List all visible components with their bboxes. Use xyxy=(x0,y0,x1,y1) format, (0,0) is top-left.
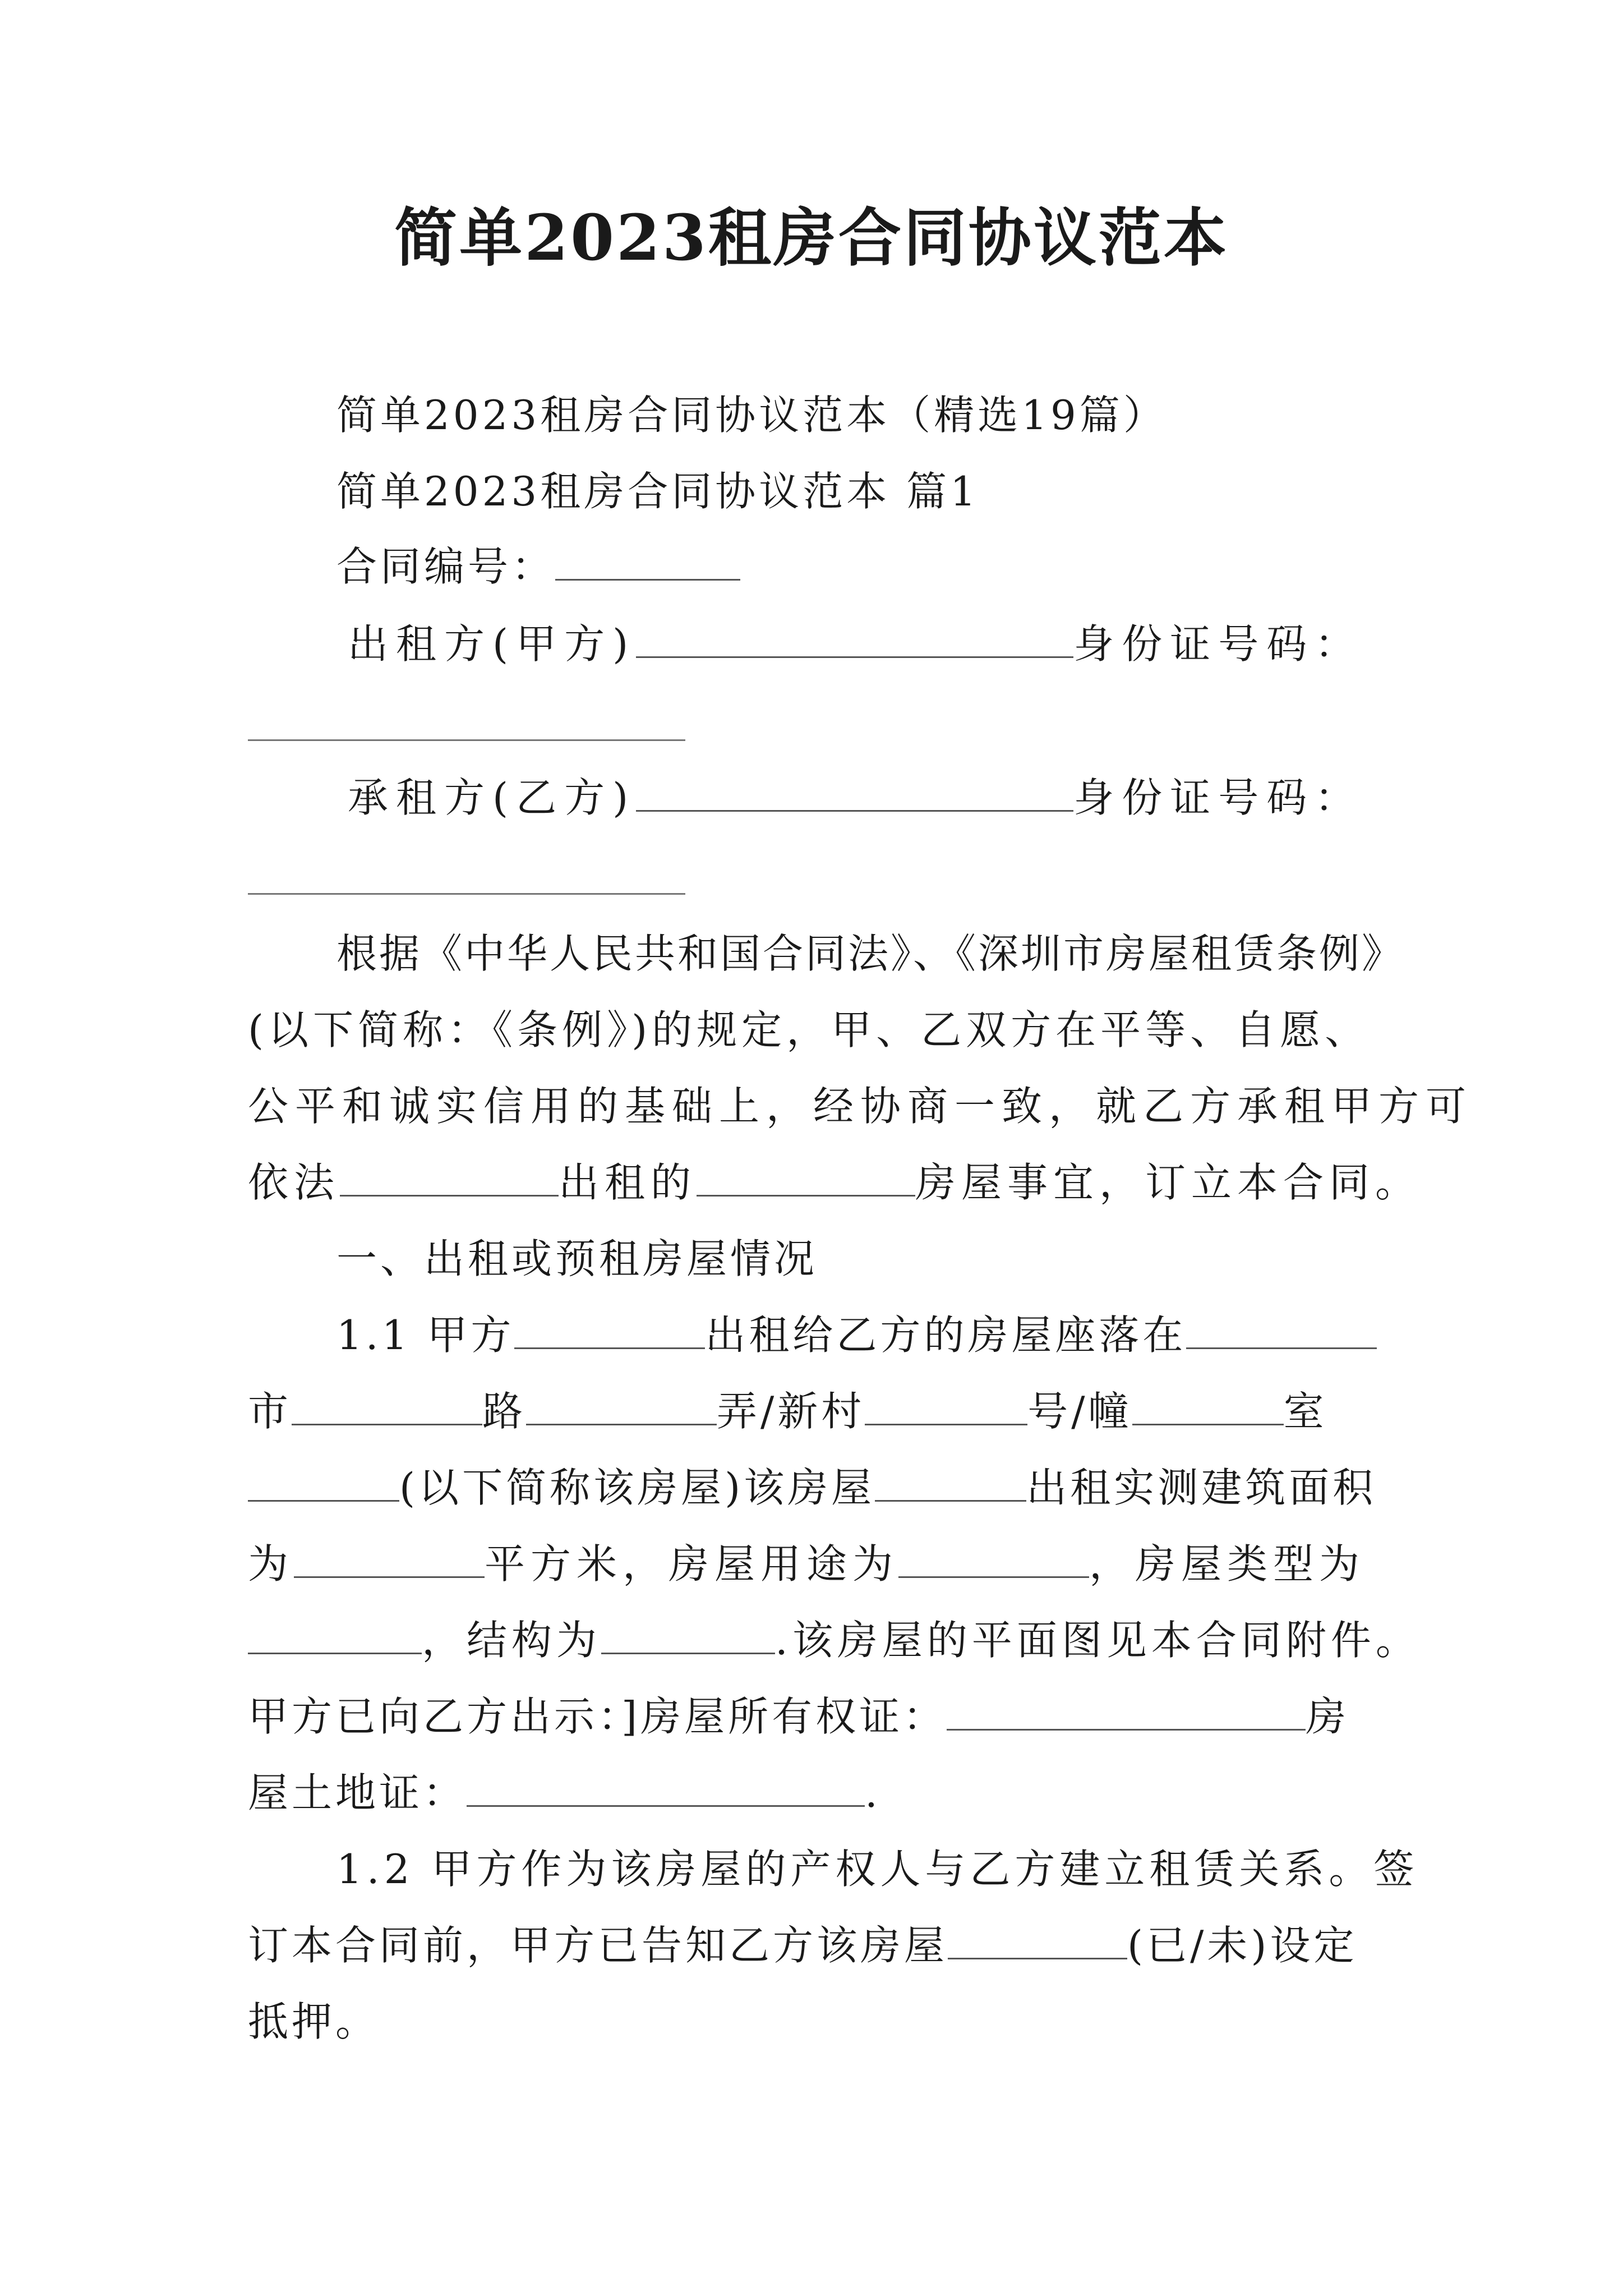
clause-1-1-line-1 xyxy=(336,1307,1377,1363)
intro-blank-1 xyxy=(340,1158,559,1197)
clause-1-1-road: 路 xyxy=(482,1388,527,1435)
clause-1-1-l3-b: 出租实测建筑面积 xyxy=(1026,1464,1377,1511)
clause-1-1-line-6 xyxy=(248,1688,1349,1745)
intro-line-2: (以下简称：《条例》)的规定，甲、乙双方在平等、自愿、 xyxy=(248,1006,1370,1053)
clause-1-1-city: 市 xyxy=(248,1388,292,1435)
clause-1-2-line-2 xyxy=(248,1917,1357,1973)
road-blank xyxy=(526,1387,717,1425)
intro-line-4 xyxy=(248,1154,1421,1211)
lessor-id-label: 身份证号码： xyxy=(1073,620,1363,668)
clause-1-1-l7-a: 屋土地证： xyxy=(248,1769,467,1816)
lessee-blank xyxy=(636,773,1073,812)
clause-1-1-l4-c: ，房屋类型为 xyxy=(1089,1540,1366,1588)
clause-1-1-line-2 xyxy=(248,1383,1327,1439)
contract-number-blank xyxy=(555,542,740,581)
clause-1-1-a: 1.1 甲方 xyxy=(336,1312,515,1359)
clause-1-2-l2-b: (已/未)设定 xyxy=(1127,1922,1358,1969)
clause-1-1-line-5 xyxy=(248,1612,1421,1668)
mortgage-blank xyxy=(948,1921,1127,1959)
lessor-blank xyxy=(636,619,1073,658)
area-blank xyxy=(294,1539,485,1578)
city-blank xyxy=(292,1387,482,1425)
clause-1-1-lane: 弄/新村 xyxy=(717,1388,865,1435)
clause-1-1-blank-2 xyxy=(1186,1310,1377,1349)
clause-1-1-l5-b: .该房屋的平面图见本合同附件。 xyxy=(775,1617,1421,1664)
intro-blank-2 xyxy=(697,1158,915,1197)
land-cert-blank xyxy=(467,1768,865,1807)
clause-1-2-line-3: 抵押。 xyxy=(248,1998,380,2045)
clause-1-1-no: 号/幢 xyxy=(1027,1388,1132,1435)
lease-status-blank xyxy=(875,1463,1026,1502)
clause-1-2-line-1: 1.2 甲方作为该房屋的产权人与乙方建立租赁关系。签 xyxy=(336,1846,1419,1893)
lessor-id-blank xyxy=(248,739,685,741)
chapter-1-heading: 一、出租或预租房屋情况 xyxy=(336,1235,818,1282)
lane-blank xyxy=(865,1387,1027,1425)
section-heading: 简单2023租房合同协议范本 篇1 xyxy=(336,468,979,515)
clause-1-1-room: 室 xyxy=(1283,1388,1327,1435)
lessee-id-label: 身份证号码： xyxy=(1073,774,1363,821)
ownership-cert-blank xyxy=(947,1692,1306,1731)
subtitle: 简单2023租房合同协议范本（精选19篇） xyxy=(336,392,1167,439)
clause-1-1-l4-b: 平方米，房屋用途为 xyxy=(485,1540,899,1588)
usage-blank xyxy=(898,1539,1089,1578)
clause-1-1-l3-a: (以下简称该房屋)该房屋 xyxy=(399,1464,875,1511)
document-title: 简单2023租房合同协议范本 xyxy=(394,201,1229,275)
clause-1-1-line-7 xyxy=(248,1765,881,1821)
clause-1-1-b: 出租给乙方的房屋座落在 xyxy=(705,1312,1187,1359)
intro-line-3: 公平和诚实信用的基础上，经协商一致，就乙方承租甲方可 xyxy=(248,1083,1473,1130)
type-blank xyxy=(248,1616,422,1654)
lessee-id-blank xyxy=(248,893,685,895)
intro-line-4-a: 依法 xyxy=(248,1159,340,1206)
intro-line-4-b: 出租的 xyxy=(559,1159,697,1206)
clause-1-1-l5-a: ，结构为 xyxy=(422,1617,602,1664)
structure-blank xyxy=(601,1616,775,1654)
clause-1-1-l4-a: 为 xyxy=(248,1540,294,1588)
clause-1-1-line-4 xyxy=(248,1536,1365,1592)
clause-1-1-l6-b: 房 xyxy=(1306,1693,1350,1740)
lessor-line xyxy=(348,616,1363,672)
clause-1-1-l7-b: . xyxy=(865,1769,881,1816)
clause-1-2-l2-a: 订本合同前，甲方已告知乙方该房屋 xyxy=(248,1922,948,1969)
intro-line-4-c: 房屋事宜，订立本合同。 xyxy=(915,1159,1422,1206)
lessee-line xyxy=(348,770,1363,826)
contract-number-label: 合同编号： xyxy=(336,543,556,590)
clause-1-1-line-3 xyxy=(248,1460,1376,1516)
room-blank xyxy=(248,1463,399,1502)
no-blank xyxy=(1132,1387,1284,1425)
contract-number-line xyxy=(336,539,740,595)
clause-1-1-l6-a: 甲方已向乙方出示：]房屋所有权证： xyxy=(248,1693,947,1740)
intro-line-1: 根据《中华人民共和国合同法》、《深圳市房屋租赁条例》 xyxy=(336,930,1405,977)
lessor-label: 出租方(甲方) xyxy=(348,620,637,668)
clause-1-1-blank-1 xyxy=(514,1310,705,1349)
lessee-label: 承租方(乙方) xyxy=(348,774,637,821)
